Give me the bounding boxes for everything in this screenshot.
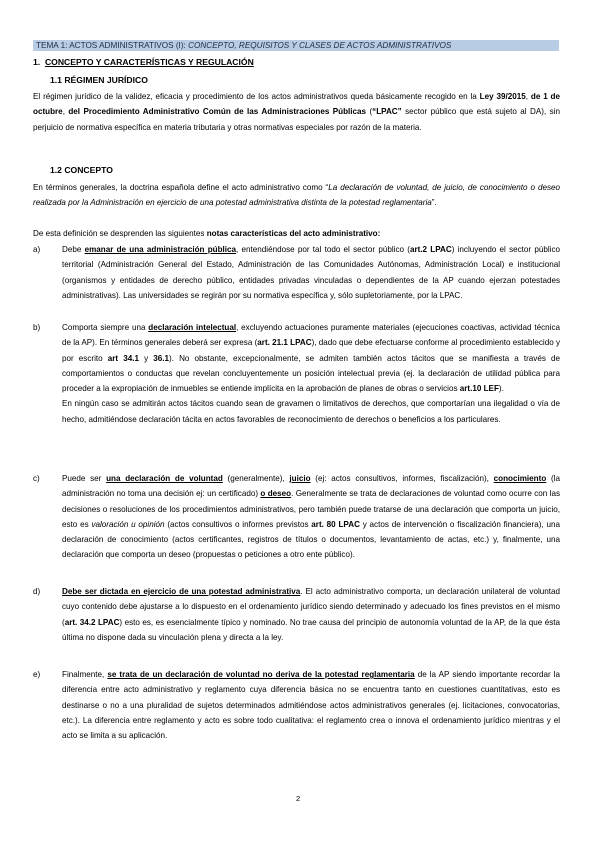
list-item-c: c) Puede ser una declaración de voluntad (generalmente), juicio (ej: actos consultivos, informes, fiscalización), conocimiento (la administración no toma una decisión ej: un certificado) o deseo. Generalmente se trata de declaraciones de voluntad como ocurre con las decisiones o resoluciones de los procedimientos administrativos, pero también puede tratarse de una declaración que comporta un juicio, esto es valoración u opinión (actos consultivos o informes previstos art. 80 LPAC y actos de intervención o fiscalización financiera), una declaración de conocimiento (actos certificantes, registros de títulos o documentos, levantamiento de actas, etc.) y, finalmente, una declaración que comporta un deseo (propuestas o peticiones a otro ente público). xyxy=(33,471,560,563)
paragraph-regimen: El régimen jurídico de la validez, eficacia y procedimiento de los actos administrativos queda básicamente recogido en la Ley 39/2015, de 1 de octubre, del Procedimiento Administrativo Común de las Administraciones Públicas (“LPAC” sector público que está sujeto al DA), sin perjuicio de normativa específica en materia tributaria y otras normativas especiales por razón de la materia. xyxy=(33,92,561,132)
paragraph-concepto: En términos generales, la doctrina española define el acto administrativo como “La declaración de voluntad, de juicio, de conocimiento o deseo realizada por la Administración en ejercicio de una potestad administrativa distinta de la potestad reglamentaria”. xyxy=(33,183,560,208)
section-heading xyxy=(33,57,254,67)
item-b-second-paragraph: En ningún caso se admitirán actos tácitos cuando sean de gravamen o limitativos de derechos, que comportarían una ilegalidad o vía de hecho, admitiéndose declaración tácita en actos favorables de reconocimiento de derechos o beneficios a los particulares. xyxy=(62,399,560,424)
list-item-a: a) Debe emanar de una administración pública, entendiéndose por tal todo el sector público (art.2 LPAC) incluyendo el sector público territorial (Administración General del Estado, Administración de las Comunidades Autónomas, Administración Local) e institucional (organismos y entidades de derecho público, entidades privadas vinculadas o dependientes de la AP cuando ejerzan potestades administrativas). Las universidades se regirán por su normativa específica y, sólo supletoriamente, por la LPAC. xyxy=(33,242,560,303)
item-letter: b) xyxy=(33,323,41,332)
list-item-e: e) Finalmente, se trata de un declaración de voluntad no deriva de la potestad reglamentaria de la AP siendo importante recordar la diferencia entre acto administrativo y reglamento cuya diferencia básica no se encuentra tanto en cuestiones cuantitativas, esto es destinarse o no a una pluralidad de sujetos determinados admitiéndose actos administrativos generales (ej. licitaciones, convocatorias, etc.). La diferencia entre reglamento y acto es sobre todo cualitativa: el reglamento crea o innova el ordenamiento jurídico mientras y el acto se limita a su aplicación. xyxy=(33,667,560,743)
list-item-d: d) Debe ser dictada en ejercicio de una potestad administrativa. El acto administrativo comporta, un declaración unilateral de voluntad cuyo contenido debe ajustarse a lo dispuesto en el ordenamiento jurídico siendo determinado y adecuado los fines previstos en el mismo (art. 34.2 LPAC) esto es, es esencialmente típico y nominado. No trae causa del principio de autonomía voluntad de la AP, de la que ésta última no dispone dada su vinculación plena y directa a la ley. xyxy=(33,584,560,645)
subheading-concepto: 1.2 CONCEPTO xyxy=(50,165,113,175)
item-letter: a) xyxy=(33,245,41,254)
page-number: 2 xyxy=(296,794,301,803)
item-letter: e) xyxy=(33,670,41,679)
item-letter: d) xyxy=(33,587,41,596)
list-item-b: b) Comporta siempre una declaración intelectual, excluyendo actuaciones puramente materiales (ejecuciones coactivas, actividad técnica de la AP). En términos generales deberá ser expresa (art. 21.1 LPAC), dado que debe efectuarse conforme al procedimiento establecido y por escrito art 34.1 y 36.1). No obstante, excepcionalmente, se admiten también actos tácitos que se manifiesta a través de comportamientos o conductas que revelan concluyentemente un posición intelectual previa (ej. la declaración de utilidad pública para proceder a la expropiación de inmuebles se entiende implícita en la aprobación de planes de obras o servicios art.10 LEF). En ningún caso se admitirán actos tácitos cuando sean de gravamen o limitativos de derechos, que comportarían una ilegalidad o vía de hecho, admitiéndose declaración tácita en actos favorables de reconocimiento de derechos o beneficios a los particulares. xyxy=(33,320,560,427)
paragraph-notas: De esta definición se desprenden las siguientes notas características del acto administrativo: xyxy=(33,229,381,238)
banner-italic: CONCEPTO, REQUISITOS Y CLASES DE ACTOS ADMINISTRATIVOS xyxy=(188,41,452,50)
item-letter: c) xyxy=(33,474,40,483)
section-title: CONCEPTO Y CARACTERÍSTICAS Y REGULACIÓN xyxy=(44,57,254,67)
topic-banner xyxy=(33,40,559,51)
subheading-regimen: 1.1 RÉGIMEN JURÍDICO xyxy=(50,75,148,85)
banner-prefix: TEMA 1: ACTOS ADMINISTRATIVOS (I): xyxy=(36,41,189,50)
section-number: 1. xyxy=(33,57,41,67)
